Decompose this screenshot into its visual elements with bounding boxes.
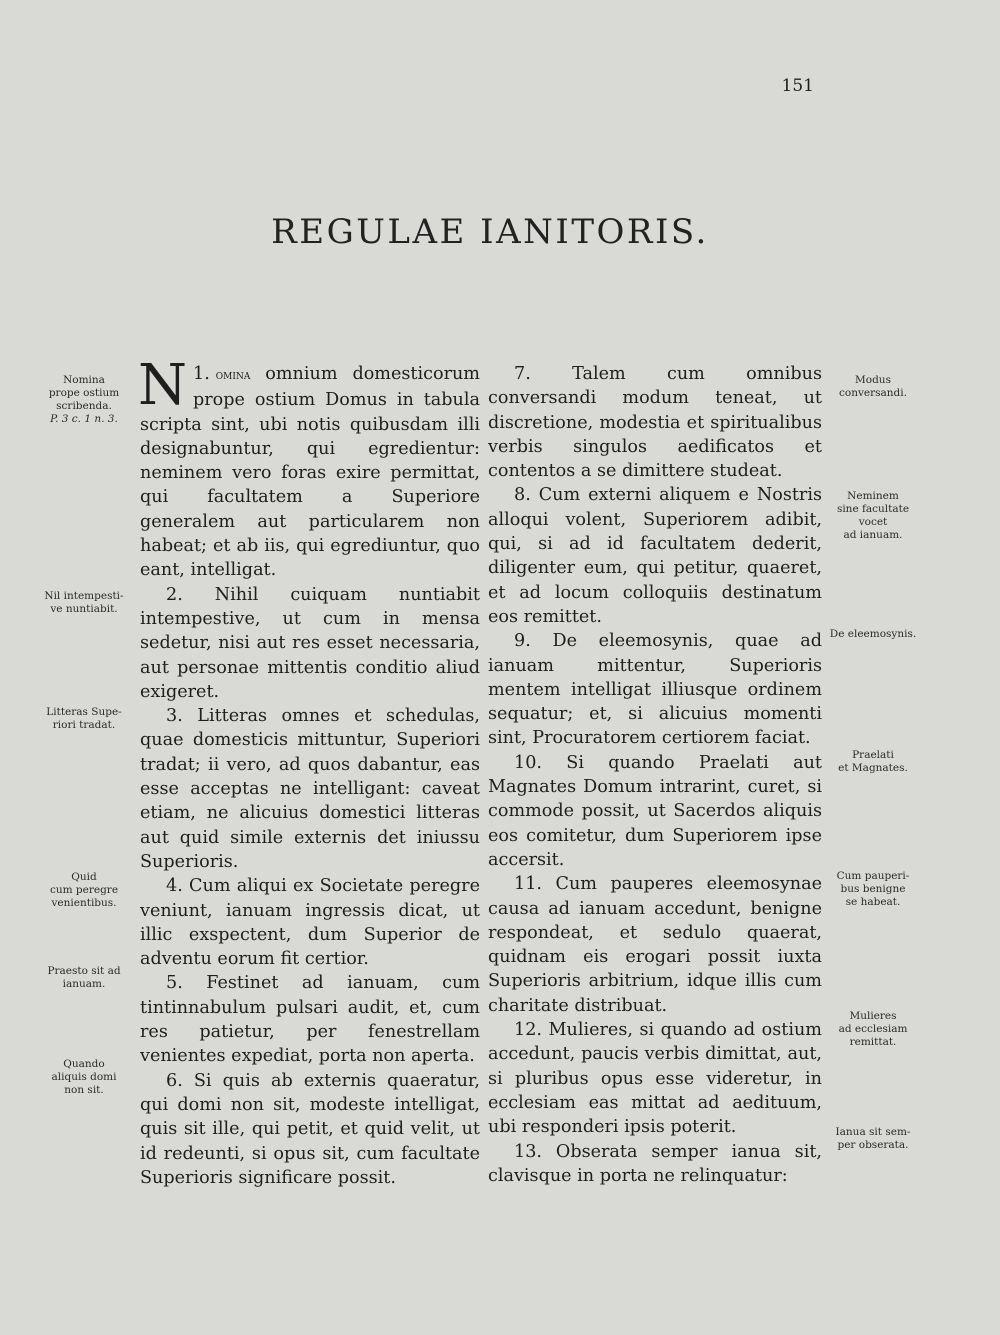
paragraph-6: 6. Si quis ab externis quaeratur, qui domi non sit, modeste intelligat, quis sit ille, qui petit, et quid velit, ut id redeunti, si opus sit, cum facultate Superioris significare possit. bbox=[140, 1070, 480, 1188]
note-line: Quid bbox=[71, 871, 97, 883]
note-line: Quando bbox=[63, 1058, 105, 1070]
note-line: venientibus. bbox=[51, 897, 117, 909]
margin-note-right bbox=[818, 490, 928, 542]
note-line: remittat. bbox=[849, 1036, 897, 1048]
margin-note-left bbox=[32, 590, 136, 616]
margin-note-left bbox=[32, 1058, 136, 1097]
paragraph-7: 7. Talem cum omnibus conversandi modum teneat, ut discretione, modestia et spiritualibus verbis singulos aedificatos et contentos a se dimittere studeat. bbox=[488, 364, 822, 482]
small-caps-word: omina bbox=[215, 368, 251, 383]
note-line: Ianua sit sem- bbox=[835, 1126, 911, 1138]
right-column bbox=[488, 362, 822, 1188]
margin-note-right bbox=[818, 374, 928, 400]
paragraph-4: 4. Cum aliqui ex Societate peregre veniunt, ianuam ingressis dicat, ut illic exspectent, dum Superior de adventu eorum fit certior. bbox=[140, 876, 480, 970]
margin-note-left bbox=[32, 871, 136, 910]
note-line: Neminem bbox=[847, 490, 899, 502]
note-line: conversandi. bbox=[839, 387, 907, 399]
margin-note-left bbox=[32, 374, 136, 426]
paragraph-5: 5. Festinet ad ianuam, cum tintinnabulum pulsari audit, et, cum res patietur, per fenestrellam venientes expediat, porta non aperta. bbox=[140, 973, 480, 1067]
note-line: Modus bbox=[855, 374, 891, 386]
note-line: Praelati bbox=[852, 749, 894, 761]
paragraph-11: 11. Cum pauperes eleemosynae causa ad ianuam accedunt, benigne respondeat, et sedulo quaerat, quidnam eis erogari possit iuxta Superioris arbitrium, idque illis cum charitate distribuat. bbox=[488, 874, 822, 1016]
note-line: aliquis domi bbox=[51, 1071, 117, 1083]
note-line: Litteras Supe- bbox=[46, 706, 122, 718]
margin-note-left bbox=[32, 965, 136, 991]
note-line: prope ostium bbox=[48, 387, 120, 399]
note-line: sine facultate bbox=[836, 503, 910, 515]
margin-note-right bbox=[818, 628, 928, 641]
note-line: cum peregre bbox=[49, 884, 119, 896]
paragraph-number: 1. bbox=[193, 364, 210, 384]
note-line: Mulieres bbox=[849, 1010, 897, 1022]
note-line: riori tradat. bbox=[52, 719, 116, 731]
note-line: ve nuntiabit. bbox=[50, 603, 118, 615]
page-number: 151 bbox=[781, 76, 814, 96]
note-line: scribenda. bbox=[56, 400, 112, 412]
note-line: et Magnates. bbox=[838, 762, 908, 774]
paragraph-13: 13. Obserata semper ianua sit, clavisque in porta ne relinquatur: bbox=[488, 1141, 822, 1186]
margin-note-right bbox=[818, 749, 928, 775]
note-line: ianuam. bbox=[62, 978, 106, 990]
note-line: Nomina bbox=[63, 374, 105, 386]
left-column bbox=[138, 353, 480, 1190]
paragraph-8: 8. Cum externi aliquem e Nostris alloqui volent, Superiorem adibit, qui, si ad id facultatem dederit, diligenter eum, qui petitur, quaeret, et ad locum colloquiis destinatum eos remittet. bbox=[488, 485, 822, 627]
margin-note-right bbox=[818, 1010, 928, 1049]
paragraph-9: 9. De eleemosynis, quae ad ianuam mittentur, Superioris mentem intelligat illiusque ordinem sequatur; et, si alicuius momenti sint, Procuratorem certiorem faciat. bbox=[488, 631, 822, 749]
paragraph-3: 3. Litteras omnes et schedulas, quae domesticis mittuntur, Superiori tradat; ii vero, ad quos dabantur, eas esse acceptas ne intelligant: caveat etiam, ne alicuius domestici litteras aut quid simile externis det iniussu Superioris. bbox=[140, 706, 480, 872]
note-line: ad ianuam. bbox=[843, 529, 903, 541]
paragraph-1 bbox=[138, 353, 480, 583]
note-line: Praesto sit ad bbox=[47, 965, 121, 977]
note-line: se habeat. bbox=[845, 896, 901, 908]
paragraph-10: 10. Si quando Praelati aut Magnates Domum intrarint, curet, si commode possit, ut Sacerdos aliquis eos comitetur, dum Superiorem ipse accersit. bbox=[488, 752, 822, 870]
note-line: vocet bbox=[858, 516, 888, 528]
margin-note-left bbox=[32, 706, 136, 732]
paragraph-12: 12. Mulieres, si quando ad ostium accedunt, paucis verbis dimittat, aut, si pluribus opus esse videretur, in ecclesiam eas mittat ad aedituum, ubi responderi ipsis poterit. bbox=[488, 1020, 822, 1138]
note-line: De eleemosynis. bbox=[829, 628, 917, 640]
paragraph-2: 2. Nihil cuiquam nuntiabit intempestive, ut cum in mensa sedetur, nisi aut res esset necessaria, aut personae mittentis conditio aliud exigeret. bbox=[140, 584, 480, 702]
note-reference: P. 3 c. 1 n. 3. bbox=[50, 413, 118, 425]
drop-cap: N bbox=[138, 353, 187, 418]
note-line: bus benigne bbox=[840, 883, 906, 895]
paragraph-text: omnium domesticorum prope ostium Domus in tabula scripta sint, ubi notis quibusdam illi designabuntur, qui egredientur: neminem vero foras exire permittat, qui facultatem a Superiore generalem aut particularem non habeat; et ab iis, qui egrediuntur, quo eant, intelligat. bbox=[140, 364, 480, 581]
margin-note-right bbox=[818, 1126, 928, 1152]
note-line: Cum pauperi- bbox=[836, 870, 910, 882]
margin-note-right bbox=[818, 870, 928, 909]
note-line: Nil intempesti- bbox=[44, 590, 124, 602]
page-title: REGULAE IANITORIS. bbox=[271, 212, 709, 252]
note-line: per obserata. bbox=[837, 1139, 909, 1151]
note-line: ad ecclesiam bbox=[838, 1023, 908, 1035]
note-line: non sit. bbox=[64, 1084, 104, 1096]
